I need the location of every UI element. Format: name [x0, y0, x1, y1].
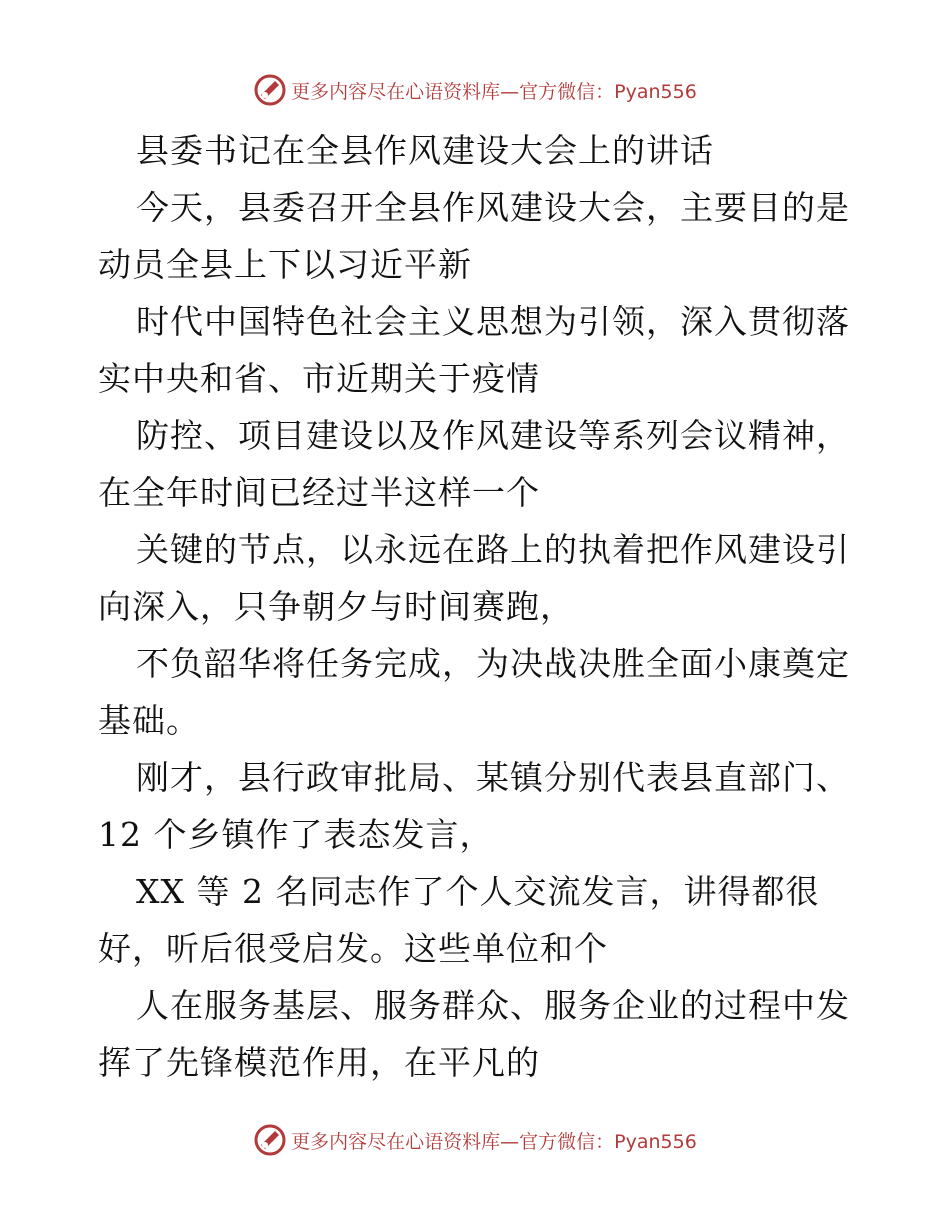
paragraph-line: 人在服务基层、服务群众、服务企业的过程中发	[136, 986, 850, 1025]
paragraph-line: 动员全县上下以习近平新	[98, 245, 472, 284]
paragraph-line: 挥了先锋模范作用，在平凡的	[98, 1043, 540, 1082]
paragraph-line: 实中央和省、市近期关于疫情	[98, 359, 540, 398]
paragraph-line: 好，听后很受启发。这些单位和个	[98, 929, 608, 968]
paragraph-line: XX 等 2 名同志作了个人交流发言，讲得都很	[136, 872, 820, 911]
paragraph-line: 时代中国特色社会主义思想为引领，深入贯彻落	[136, 302, 850, 341]
document-body	[98, 122, 858, 1091]
banner-text: 更多内容尽在心语资料库—官方微信：Pyan556	[291, 1130, 697, 1153]
paragraph-line: 不负韶华将任务完成，为决战决胜全面小康奠定	[136, 644, 850, 683]
paragraph-line: 向深入，只争朝夕与时间赛跑，	[98, 587, 574, 626]
paragraph-line: 关键的节点，以永远在路上的执着把作风建设引	[136, 530, 850, 569]
footer-banner	[0, 1120, 950, 1160]
header-banner	[0, 70, 950, 110]
paragraph-line: 基础。	[98, 701, 200, 740]
paragraph-line: 12 个乡镇作了表态发言，	[98, 815, 494, 854]
paragraph-line: 防控、项目建设以及作风建设等系列会议精神，	[136, 416, 850, 455]
paragraph-line: 今天，县委召开全县作风建设大会，主要目的是	[136, 188, 850, 227]
brand-logo-icon	[253, 1123, 287, 1157]
paragraph-line: 在全年时间已经过半这样一个	[98, 473, 540, 512]
paragraph-line: 刚才，县行政审批局、某镇分别代表县直部门、	[136, 758, 850, 797]
document-title: 县委书记在全县作风建设大会上的讲话	[136, 131, 714, 170]
brand-logo-icon	[253, 73, 287, 107]
banner-text: 更多内容尽在心语资料库—官方微信：Pyan556	[291, 80, 697, 103]
